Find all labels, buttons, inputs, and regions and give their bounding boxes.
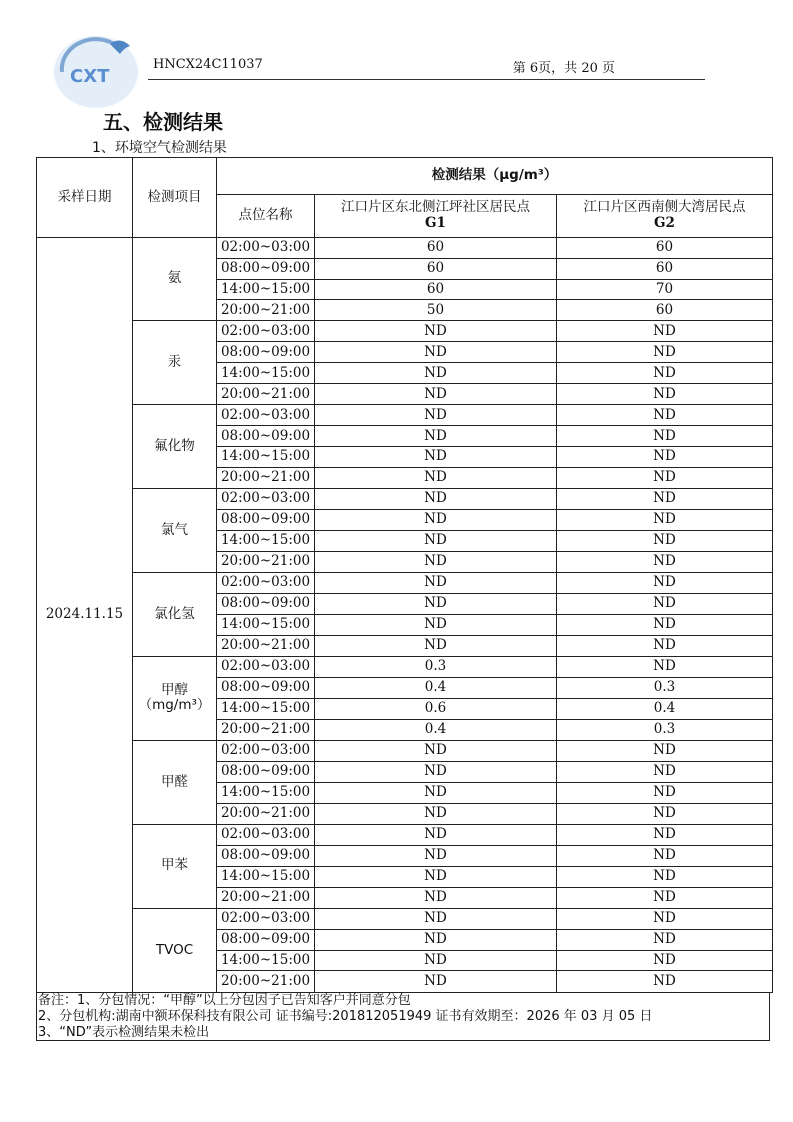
table-row <box>37 573 773 594</box>
report-number: HNCX24C11037 <box>153 57 263 72</box>
g1-value-cell: ND <box>315 447 557 468</box>
table-row <box>37 824 773 845</box>
time-cell: 14:00~15:00 <box>217 279 315 300</box>
item-name: 汞 <box>167 354 182 371</box>
table-row <box>37 908 773 929</box>
g2-value-cell: 0.3 <box>557 677 773 698</box>
g2-value-cell: 60 <box>557 258 773 279</box>
remark-line-1: 备注：1、分包情况：“甲醇”以上分包因子已告知客户并同意分包 <box>38 993 411 1008</box>
g2-value-cell: ND <box>557 971 773 993</box>
time-cell: 20:00~21:00 <box>217 719 315 740</box>
g1-value-cell: ND <box>315 845 557 866</box>
g1-value-cell: ND <box>315 531 557 552</box>
g1-name: 江口片区东北侧江坪社区居民点 <box>341 199 530 216</box>
g2-value-cell: ND <box>557 824 773 845</box>
g1-value-cell: ND <box>315 803 557 824</box>
g2-value-cell: ND <box>557 573 773 594</box>
sample-date-cell: 2024.11.15 <box>37 237 133 992</box>
g1-value-cell: 60 <box>315 258 557 279</box>
header-divider <box>148 79 705 80</box>
table-row <box>37 656 773 677</box>
g1-value-cell: ND <box>315 866 557 887</box>
item-unit: （mg/m³） <box>138 697 211 714</box>
results-table <box>36 157 773 993</box>
table-header-row-1 <box>37 158 773 195</box>
g1-value-cell: ND <box>315 552 557 573</box>
time-cell: 14:00~15:00 <box>217 447 315 468</box>
g1-value-cell: ND <box>315 635 557 656</box>
item-cell <box>133 237 217 321</box>
time-cell: 08:00~09:00 <box>217 594 315 615</box>
item-name: 氯气 <box>161 521 188 538</box>
g2-value-cell: ND <box>557 929 773 950</box>
g2-value-cell: ND <box>557 489 773 510</box>
time-cell: 14:00~15:00 <box>217 531 315 552</box>
time-cell: 02:00~03:00 <box>217 237 315 258</box>
time-cell: 14:00~15:00 <box>217 866 315 887</box>
header-g1 <box>315 195 557 237</box>
item-cell <box>133 489 217 573</box>
time-cell: 20:00~21:00 <box>217 635 315 656</box>
g1-value-cell: ND <box>315 740 557 761</box>
g2-name: 江口片区西南侧大湾居民点 <box>583 199 746 216</box>
table-row <box>37 489 773 510</box>
item-cell <box>133 405 217 489</box>
time-cell: 20:00~21:00 <box>217 552 315 573</box>
item-cell <box>133 321 217 405</box>
g2-value-cell: ND <box>557 615 773 636</box>
time-cell: 08:00~09:00 <box>217 258 315 279</box>
g1-value-cell: ND <box>315 887 557 908</box>
time-cell: 02:00~03:00 <box>217 321 315 342</box>
item-name: 甲醇 <box>161 681 188 698</box>
time-cell: 20:00~21:00 <box>217 300 315 321</box>
table-row <box>37 321 773 342</box>
time-cell: 20:00~21:00 <box>217 803 315 824</box>
time-cell: 08:00~09:00 <box>217 761 315 782</box>
g1-value-cell: 60 <box>315 237 557 258</box>
g2-value-cell: ND <box>557 782 773 803</box>
item-name: 氨 <box>167 270 182 287</box>
g2-value-cell: ND <box>557 384 773 405</box>
g1-value-cell: ND <box>315 468 557 489</box>
g1-value-cell: ND <box>315 426 557 447</box>
g2-value-cell: ND <box>557 426 773 447</box>
g1-value-cell: ND <box>315 971 557 993</box>
g2-value-cell: ND <box>557 761 773 782</box>
item-cell <box>133 824 217 908</box>
item-name: 甲苯 <box>161 857 188 874</box>
g2-value-cell: 60 <box>557 300 773 321</box>
g1-value-cell: ND <box>315 510 557 531</box>
g1-value-cell: ND <box>315 342 557 363</box>
remarks <box>36 993 770 1041</box>
g2-value-cell: ND <box>557 908 773 929</box>
time-cell: 14:00~15:00 <box>217 782 315 803</box>
g2-value-cell: ND <box>557 321 773 342</box>
time-cell: 08:00~09:00 <box>217 510 315 531</box>
header-item: 检测项目 <box>133 158 217 238</box>
g2-value-cell: 0.4 <box>557 698 773 719</box>
g2-code: G2 <box>654 214 675 231</box>
table-row <box>37 740 773 761</box>
g1-value-cell: ND <box>315 761 557 782</box>
g2-value-cell: ND <box>557 635 773 656</box>
g2-value-cell: ND <box>557 468 773 489</box>
time-cell: 02:00~03:00 <box>217 824 315 845</box>
g2-value-cell: 0.3 <box>557 719 773 740</box>
g2-value-cell: ND <box>557 866 773 887</box>
header-g2 <box>557 195 773 237</box>
item-name: 氟化物 <box>154 438 195 454</box>
g1-code: G1 <box>425 214 446 231</box>
g1-value-cell: ND <box>315 782 557 803</box>
subsection-title: 1、环境空气检测结果 <box>92 140 227 156</box>
g2-value-cell: ND <box>557 363 773 384</box>
time-cell: 02:00~03:00 <box>217 740 315 761</box>
table-row <box>37 405 773 426</box>
time-cell: 20:00~21:00 <box>217 384 315 405</box>
time-cell: 08:00~09:00 <box>217 677 315 698</box>
item-cell <box>133 740 217 824</box>
g1-value-cell: ND <box>315 573 557 594</box>
logo-text: CXT <box>70 66 110 87</box>
g2-value-cell: ND <box>557 342 773 363</box>
g2-value-cell: ND <box>557 803 773 824</box>
g1-value-cell: ND <box>315 950 557 971</box>
item-cell <box>133 656 217 740</box>
g2-value-cell: ND <box>557 845 773 866</box>
g2-value-cell: ND <box>557 447 773 468</box>
remark-line-2: 2、分包机构:湖南中额环保科技有限公司 证书编号:201812051949 证书有效期至：2026 年 03 月 05 日 <box>38 1009 653 1024</box>
g1-value-cell: ND <box>315 321 557 342</box>
time-cell: 02:00~03:00 <box>217 908 315 929</box>
g1-value-cell: 50 <box>315 300 557 321</box>
g2-value-cell: 60 <box>557 237 773 258</box>
item-cell <box>133 573 217 657</box>
header-sample-date: 采样日期 <box>37 158 133 238</box>
g2-value-cell: ND <box>557 510 773 531</box>
time-cell: 08:00~09:00 <box>217 426 315 447</box>
time-cell: 20:00~21:00 <box>217 468 315 489</box>
g1-value-cell: 0.3 <box>315 656 557 677</box>
remark-line-3: 3、“ND”表示检测结果未检出 <box>38 1025 210 1040</box>
g1-value-cell: ND <box>315 384 557 405</box>
g2-value-cell: 70 <box>557 279 773 300</box>
g2-value-cell: ND <box>557 405 773 426</box>
header-point-name: 点位名称 <box>217 195 315 237</box>
item-name: TVOC <box>155 941 194 958</box>
time-cell: 14:00~15:00 <box>217 363 315 384</box>
g2-value-cell: ND <box>557 740 773 761</box>
g2-value-cell: ND <box>557 552 773 573</box>
time-cell: 08:00~09:00 <box>217 845 315 866</box>
g1-value-cell: 0.4 <box>315 719 557 740</box>
time-cell: 14:00~15:00 <box>217 950 315 971</box>
time-cell: 08:00~09:00 <box>217 929 315 950</box>
time-cell: 02:00~03:00 <box>217 656 315 677</box>
time-cell: 20:00~21:00 <box>217 887 315 908</box>
g2-value-cell: ND <box>557 531 773 552</box>
item-cell <box>133 908 217 992</box>
g1-value-cell: ND <box>315 615 557 636</box>
g1-value-cell: ND <box>315 824 557 845</box>
g2-value-cell: ND <box>557 656 773 677</box>
item-name: 氯化氢 <box>154 605 195 622</box>
time-cell: 02:00~03:00 <box>217 489 315 510</box>
page-info: 第 6页，共 20 页 <box>512 61 615 76</box>
time-cell: 20:00~21:00 <box>217 971 315 993</box>
time-cell: 14:00~15:00 <box>217 698 315 719</box>
time-cell: 14:00~15:00 <box>217 615 315 636</box>
section-title: 五、检测结果 <box>103 110 223 134</box>
g1-value-cell: 60 <box>315 279 557 300</box>
g1-value-cell: ND <box>315 489 557 510</box>
g1-value-cell: ND <box>315 363 557 384</box>
g2-value-cell: ND <box>557 887 773 908</box>
g1-value-cell: 0.4 <box>315 677 557 698</box>
g1-value-cell: ND <box>315 594 557 615</box>
g2-value-cell: ND <box>557 594 773 615</box>
g1-value-cell: ND <box>315 405 557 426</box>
time-cell: 08:00~09:00 <box>217 342 315 363</box>
g1-value-cell: 0.6 <box>315 698 557 719</box>
time-cell: 02:00~03:00 <box>217 405 315 426</box>
item-name: 甲醛 <box>161 773 188 790</box>
g1-value-cell: ND <box>315 929 557 950</box>
g2-value-cell: ND <box>557 950 773 971</box>
time-cell: 02:00~03:00 <box>217 573 315 594</box>
company-logo <box>52 32 142 110</box>
table-row <box>37 237 773 258</box>
g1-value-cell: ND <box>315 908 557 929</box>
header-results: 检测结果（μg/m³） <box>217 158 773 195</box>
